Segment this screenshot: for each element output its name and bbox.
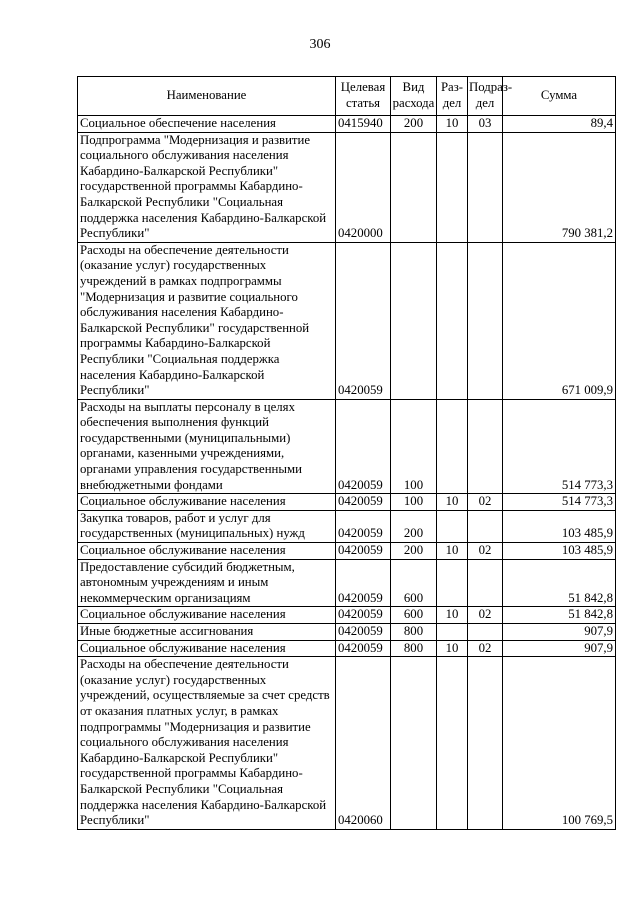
- row-sum-cell: 51 842,8: [503, 607, 616, 624]
- row-name-cell: Социальное обслуживание населения: [78, 543, 336, 560]
- row-sum-cell: 89,4: [503, 116, 616, 133]
- budget-table: [77, 76, 616, 830]
- row-code-cell: 0420059: [336, 399, 391, 494]
- row-subsection-cell: [468, 624, 503, 641]
- row-name-cell: Расходы на обеспечение деятельности (оказание услуг) государственных учреждений, осуществляемые за счет средств от оказания платных услуг, в рамках подпрограммы "Модернизация и развитие социального обслуживания населения Кабардино-Балкарской Республики" государственной программы Кабардино-Балкарской Республики "Социальная поддержка населения Кабардино-Балкарской Республики": [78, 657, 336, 830]
- table-row: [78, 399, 616, 494]
- row-sum-cell: 907,9: [503, 624, 616, 641]
- header-name: Наименование: [78, 77, 336, 116]
- row-expense-cell: [391, 242, 437, 399]
- table-body: [78, 116, 616, 830]
- header-code: Целевая статья: [336, 77, 391, 116]
- row-sum-cell: 103 485,9: [503, 510, 616, 542]
- row-expense-cell: 600: [391, 607, 437, 624]
- row-expense-cell: 200: [391, 510, 437, 542]
- header-subsection: Подраз-дел: [468, 77, 503, 116]
- row-expense-cell: 800: [391, 640, 437, 657]
- header-section: Раз-дел: [437, 77, 468, 116]
- row-section-cell: 10: [437, 116, 468, 133]
- row-subsection-cell: [468, 559, 503, 607]
- row-sum-cell: 51 842,8: [503, 559, 616, 607]
- row-section-cell: [437, 510, 468, 542]
- row-section-cell: [437, 399, 468, 494]
- table-header-row: [78, 77, 616, 116]
- row-section-cell: 10: [437, 607, 468, 624]
- row-sum-cell: 100 769,5: [503, 657, 616, 830]
- row-name-cell: Подпрограмма "Модернизация и развитие социального обслуживания населения Кабардино-Балкарской Республики" государственной программы Кабардино-Балкарской Республики "Социальная поддержка населения Кабардино-Балкарской Республики": [78, 132, 336, 242]
- row-expense-cell: [391, 657, 437, 830]
- row-subsection-cell: 02: [468, 543, 503, 560]
- row-name-cell: Социальное обслуживание населения: [78, 494, 336, 511]
- row-code-cell: 0420059: [336, 242, 391, 399]
- row-name-cell: Предоставление субсидий бюджетным, автономным учреждениям и иным некоммерческим организациям: [78, 559, 336, 607]
- row-expense-cell: 200: [391, 116, 437, 133]
- row-code-cell: 0420059: [336, 510, 391, 542]
- row-expense-cell: 200: [391, 543, 437, 560]
- row-subsection-cell: [468, 242, 503, 399]
- row-name-cell: Иные бюджетные ассигнования: [78, 624, 336, 641]
- row-name-cell: Социальное обслуживание населения: [78, 607, 336, 624]
- row-subsection-cell: 03: [468, 116, 503, 133]
- row-section-cell: [437, 132, 468, 242]
- row-subsection-cell: [468, 657, 503, 830]
- row-subsection-cell: [468, 399, 503, 494]
- table-row: [78, 559, 616, 607]
- header-expense: Вид расхода: [391, 77, 437, 116]
- row-code-cell: 0420059: [336, 559, 391, 607]
- row-sum-cell: 514 773,3: [503, 494, 616, 511]
- row-expense-cell: [391, 132, 437, 242]
- row-name-cell: Расходы на выплаты персоналу в целях обеспечения выполнения функций государственными (муниципальными) органами, казенными учреждениями, органами управления государственными внебюджетными фондами: [78, 399, 336, 494]
- table-row: [78, 242, 616, 399]
- table-row: [78, 510, 616, 542]
- table-row: [78, 607, 616, 624]
- row-expense-cell: 600: [391, 559, 437, 607]
- row-sum-cell: 103 485,9: [503, 543, 616, 560]
- row-expense-cell: 100: [391, 399, 437, 494]
- row-expense-cell: 100: [391, 494, 437, 511]
- row-sum-cell: 907,9: [503, 640, 616, 657]
- row-name-cell: Социальное обслуживание населения: [78, 640, 336, 657]
- row-name-cell: Социальное обеспечение населения: [78, 116, 336, 133]
- table-row: [78, 543, 616, 560]
- row-code-cell: 0420000: [336, 132, 391, 242]
- table-row: [78, 640, 616, 657]
- row-section-cell: [437, 624, 468, 641]
- row-subsection-cell: 02: [468, 640, 503, 657]
- row-code-cell: 0420059: [336, 494, 391, 511]
- page-number: 306: [309, 37, 331, 52]
- row-section-cell: 10: [437, 543, 468, 560]
- row-code-cell: 0415940: [336, 116, 391, 133]
- table-row: [78, 116, 616, 133]
- row-section-cell: [437, 242, 468, 399]
- row-subsection-cell: 02: [468, 494, 503, 511]
- row-section-cell: 10: [437, 640, 468, 657]
- row-sum-cell: 790 381,2: [503, 132, 616, 242]
- row-section-cell: [437, 559, 468, 607]
- row-code-cell: 0420059: [336, 543, 391, 560]
- table-row: [78, 657, 616, 830]
- row-name-cell: Закупка товаров, работ и услуг для государственных (муниципальных) нужд: [78, 510, 336, 542]
- header-sum: Сумма: [503, 77, 616, 116]
- row-section-cell: 10: [437, 494, 468, 511]
- row-code-cell: 0420060: [336, 657, 391, 830]
- row-sum-cell: 514 773,3: [503, 399, 616, 494]
- row-code-cell: 0420059: [336, 624, 391, 641]
- table-row: [78, 624, 616, 641]
- row-subsection-cell: [468, 510, 503, 542]
- table-row: [78, 132, 616, 242]
- row-sum-cell: 671 009,9: [503, 242, 616, 399]
- row-subsection-cell: [468, 132, 503, 242]
- row-section-cell: [437, 657, 468, 830]
- row-expense-cell: 800: [391, 624, 437, 641]
- table-row: [78, 494, 616, 511]
- row-subsection-cell: 02: [468, 607, 503, 624]
- row-code-cell: 0420059: [336, 607, 391, 624]
- row-name-cell: Расходы на обеспечение деятельности (оказание услуг) государственных учреждений в рамках подпрограммы "Модернизация и развитие социального обслуживания населения Кабардино-Балкарской Республики" государственной программы Кабардино-Балкарской Республики "Социальная поддержка населения Кабардино-Балкарской Республики": [78, 242, 336, 399]
- row-code-cell: 0420059: [336, 640, 391, 657]
